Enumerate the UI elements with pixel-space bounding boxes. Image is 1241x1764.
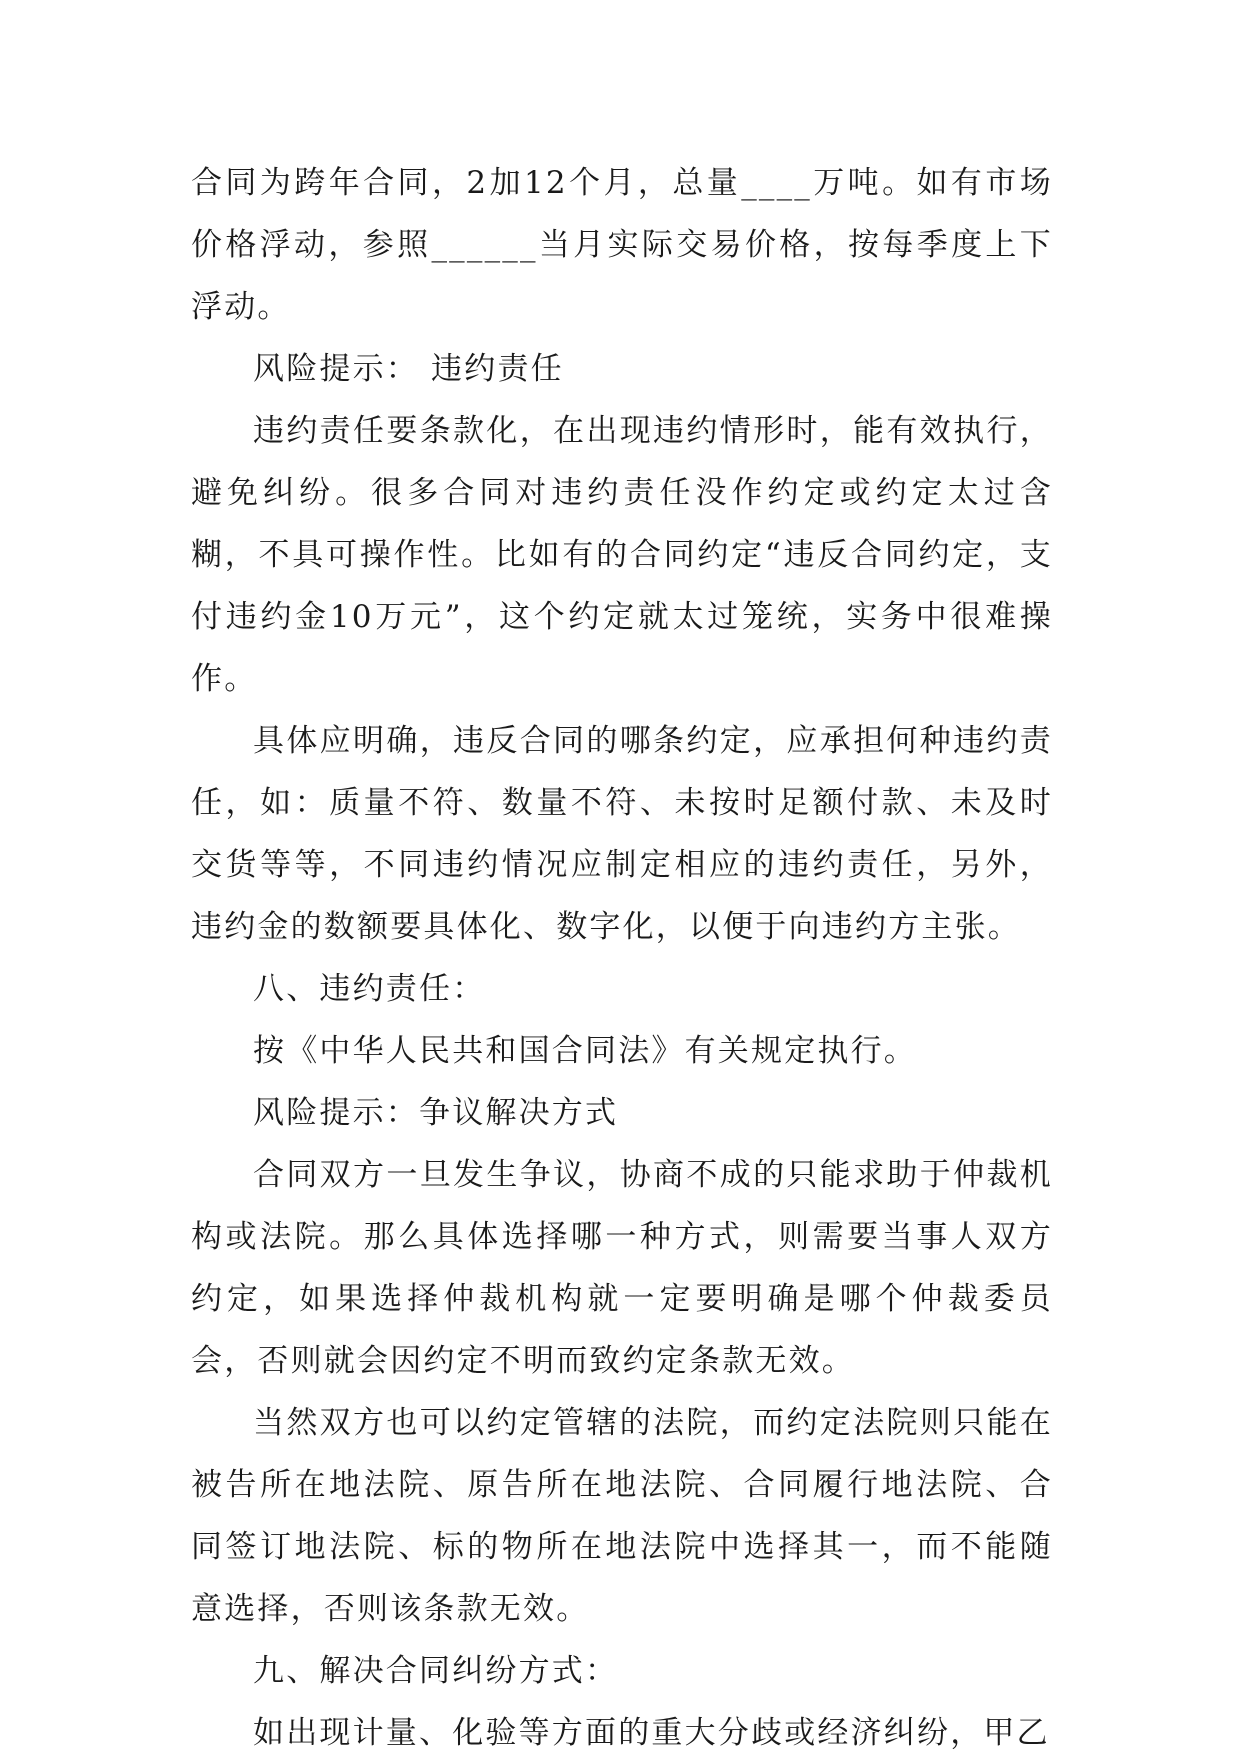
paragraph-breach-clause: 违约责任要条款化，在出现违约情形时，能有效执行，避免纠纷。很多合同对违约责任没作约定或约定太过含糊，不具可操作性。比如有的合同约定“违反合同约定，支付违约金10万元”，这个约定就太过笼统，实务中很难操作。 bbox=[191, 413, 1053, 697]
paragraph-breach-specifics: 具体应明确，违反合同的哪条约定，应承担何种违约责任，如：质量不符、数量不符、未按时足额付款、未及时交货等等，不同违约情况应制定相应的违约责任，另外，违约金的数额要具体化、数字化，以便于向违约方主张。 bbox=[191, 723, 1053, 945]
document-page bbox=[191, 152, 1053, 1764]
heading-section-9: 九、解决合同纠纷方式： bbox=[253, 1653, 619, 1689]
heading-risk-tip-breach: 风险提示： 违约责任 bbox=[253, 351, 564, 387]
heading-section-8: 八、违约责任： bbox=[253, 971, 486, 1007]
paragraph-price-terms: 合同为跨年合同，2加12个月，总量____万吨。如有市场价格浮动，参照______当月实际交易价格，按每季度上下浮动。 bbox=[191, 165, 1053, 325]
paragraph-dispute-arbitration: 合同双方一旦发生争议，协商不成的只能求助于仲裁机构或法院。那么具体选择哪一种方式，则需要当事人双方约定，如果选择仲裁机构就一定要明确是哪个仲裁委员会，否则就会因约定不明而致约定条款无效。 bbox=[191, 1157, 1053, 1379]
heading-risk-tip-dispute: 风险提示：争议解决方式 bbox=[253, 1095, 619, 1131]
paragraph-dispute-court: 当然双方也可以约定管辖的法院，而约定法院则只能在被告所在地法院、原告所在地法院、合同履行地法院、合同签订地法院、标的物所在地法院中选择其一，而不能随意选择，否则该条款无效。 bbox=[191, 1405, 1053, 1627]
paragraph-section-9-body: 如出现计量、化验等方面的重大分歧或经济纠纷，甲乙 bbox=[253, 1715, 1050, 1751]
paragraph-section-8-body: 按《中华人民共和国合同法》有关规定执行。 bbox=[253, 1033, 917, 1069]
